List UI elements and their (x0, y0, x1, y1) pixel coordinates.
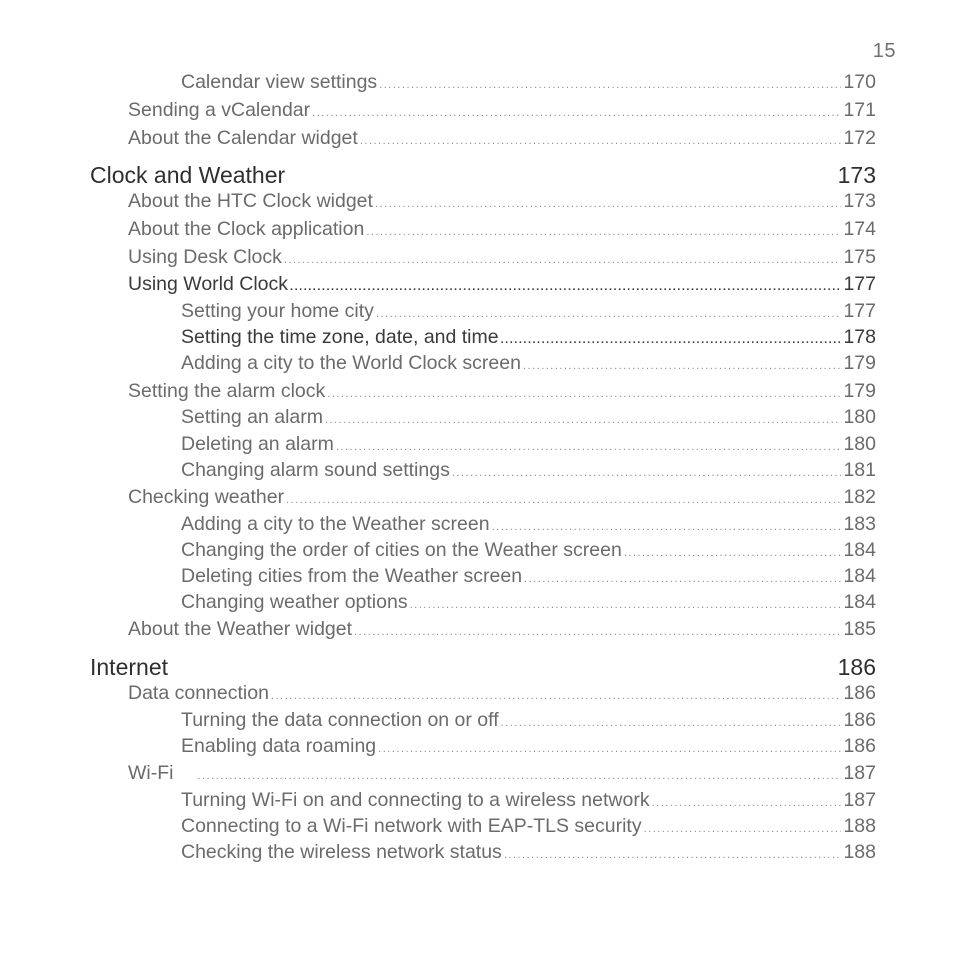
toc-entry-adding-city-world-clock[interactable] (181, 352, 876, 375)
toc-entry-deleting-an-alarm[interactable] (181, 433, 876, 456)
toc-entry-page: 184 (843, 565, 876, 587)
leader-dots (271, 690, 842, 702)
toc-entry-label: Checking weather (128, 486, 285, 508)
toc-entry-label: Deleting an alarm (181, 433, 334, 455)
toc-entry-label: Changing weather options (181, 591, 408, 613)
toc-entry-page: 183 (843, 513, 876, 535)
leader-dots (504, 849, 842, 861)
leader-dots (327, 388, 841, 400)
toc-entry-page: 188 (843, 841, 876, 863)
leader-dots (524, 573, 841, 585)
toc-entry-page: 184 (843, 591, 876, 613)
leader-dots (197, 770, 841, 782)
leader-dots (501, 717, 842, 729)
toc-entry-checking-weather[interactable] (128, 486, 876, 509)
page-number: 15 (872, 40, 896, 62)
toc-entry-label: Wi-Fi (128, 762, 174, 784)
toc-entry-page: 181 (843, 459, 876, 481)
leader-dots (452, 467, 842, 479)
toc-entry-using-world-clock[interactable] (128, 273, 876, 296)
toc-entry-label: About the HTC Clock widget (128, 190, 373, 212)
leader-dots (379, 79, 841, 91)
toc-entry-page: 185 (843, 618, 876, 640)
leader-dots (624, 547, 842, 559)
toc-entry-label: Setting an alarm (181, 406, 323, 428)
leader-dots (286, 494, 841, 506)
toc-entry-setting-time-zone[interactable] (181, 326, 876, 349)
toc-entry-page: 187 (843, 762, 876, 784)
toc-entry-page: 179 (843, 352, 876, 374)
toc-entry-label: Changing the order of cities on the Weather screen (181, 539, 622, 561)
leader-dots (366, 226, 841, 238)
leader-dots (375, 198, 842, 210)
toc-entry-page: 173 (843, 190, 876, 212)
toc-chapter-internet[interactable] (90, 654, 876, 681)
chapter-page: 186 (837, 654, 876, 680)
toc-entry-page: 178 (843, 326, 876, 348)
leader-dots (290, 281, 841, 293)
toc-entry-changing-order-cities[interactable] (181, 539, 876, 562)
toc-entry-label: Setting the time zone, date, and time (181, 326, 499, 348)
leader-dots (492, 521, 842, 533)
toc-entry-page: 186 (843, 735, 876, 757)
toc-entry-about-htc-clock-widget[interactable] (128, 190, 876, 213)
leader-dots (652, 797, 842, 809)
toc-entry-data-connection[interactable] (128, 682, 876, 705)
toc-entry-about-calendar-widget[interactable] (128, 127, 876, 150)
toc-entry-label: Checking the wireless network status (181, 841, 502, 863)
toc-entry-page: 186 (843, 709, 876, 731)
toc-entry-sending-vcalendar[interactable] (128, 99, 876, 122)
toc-entry-label: Setting the alarm clock (128, 380, 326, 402)
leader-dots (325, 414, 841, 426)
toc-entry-label: About the Clock application (128, 218, 365, 240)
toc-entry-page: 180 (843, 433, 876, 455)
leader-dots (410, 599, 842, 611)
toc-entry-label: Turning the data connection on or off (181, 709, 499, 731)
chapter-title: Internet (90, 654, 168, 680)
toc-entry-checking-network-status[interactable] (181, 841, 876, 864)
toc-entry-changing-weather-options[interactable] (181, 591, 876, 614)
toc-entry-turning-wifi-on[interactable] (181, 789, 876, 812)
toc-entry-connecting-eap-tls[interactable] (181, 815, 876, 838)
leader-dots (376, 308, 842, 320)
toc-entry-page: 179 (843, 380, 876, 402)
leader-dots (336, 441, 842, 453)
toc-entry-label: About the Weather widget (128, 618, 353, 640)
toc-entry-deleting-cities-weather[interactable] (181, 565, 876, 588)
toc-entry-about-clock-application[interactable] (128, 218, 876, 241)
toc-entry-setting-an-alarm[interactable] (181, 406, 876, 429)
toc-entry-using-desk-clock[interactable] (128, 246, 876, 269)
leader-dots (644, 823, 842, 835)
toc-entry-page: 186 (843, 682, 876, 704)
toc-entry-page: 172 (843, 127, 876, 149)
toc-entry-label: About the Calendar widget (128, 127, 358, 149)
toc-entry-turning-data-connection[interactable] (181, 709, 876, 732)
chapter-page: 173 (837, 162, 876, 188)
toc-entry-label: Adding a city to the World Clock screen (181, 352, 521, 374)
toc-entry-label: Calendar view settings (181, 71, 378, 93)
toc-entry-label: Changing alarm sound settings (181, 459, 450, 481)
toc-entry-page: 180 (843, 406, 876, 428)
toc-entry-label: Sending a vCalendar (128, 99, 311, 121)
leader-dots (378, 743, 841, 755)
leader-dots (360, 135, 842, 147)
toc-entry-page: 188 (843, 815, 876, 837)
toc-entry-about-weather-widget[interactable] (128, 618, 876, 641)
toc-entry-label: Using Desk Clock (128, 246, 282, 268)
toc-entry-label: Deleting cities from the Weather screen (181, 565, 523, 587)
leader-dots (523, 360, 841, 372)
toc-entry-page: 170 (843, 71, 876, 93)
toc-entry-setting-home-city[interactable] (181, 300, 876, 323)
toc-entry-page: 182 (843, 486, 876, 508)
chapter-title: Clock and Weather (90, 162, 286, 188)
leader-dots (501, 334, 842, 346)
leader-dots (354, 626, 841, 638)
toc-entry-page: 177 (843, 273, 876, 295)
toc-entry-adding-city-weather[interactable] (181, 513, 876, 536)
toc-entry-label: Adding a city to the Weather screen (181, 513, 490, 535)
toc-entry-label: Enabling data roaming (181, 735, 377, 757)
toc-entry-enabling-data-roaming[interactable] (181, 735, 876, 758)
toc-entry-setting-alarm-clock[interactable] (128, 380, 876, 403)
toc-entry-label: Using World Clock (128, 273, 289, 295)
toc-entry-label: Setting your home city (181, 300, 374, 322)
toc-entry-wi-fi[interactable] (128, 762, 876, 785)
toc-entry-calendar-view-settings[interactable] (181, 71, 876, 94)
toc-entry-changing-alarm-sound[interactable] (181, 459, 876, 482)
toc-entry-page: 184 (843, 539, 876, 561)
toc-entry-page: 177 (843, 300, 876, 322)
toc-entry-label: Data connection (128, 682, 269, 704)
toc-entry-label: Turning Wi-Fi on and connecting to a wireless network (181, 789, 650, 811)
leader-dots (284, 254, 842, 266)
toc-entry-page: 174 (843, 218, 876, 240)
toc-entry-label: Connecting to a Wi-Fi network with EAP-TLS security (181, 815, 642, 837)
toc-entry-page: 171 (843, 99, 876, 121)
toc-entry-page: 187 (843, 789, 876, 811)
toc-entry-page: 175 (843, 246, 876, 268)
leader-dots (312, 107, 841, 119)
toc-chapter-clock-and-weather[interactable] (90, 162, 876, 189)
